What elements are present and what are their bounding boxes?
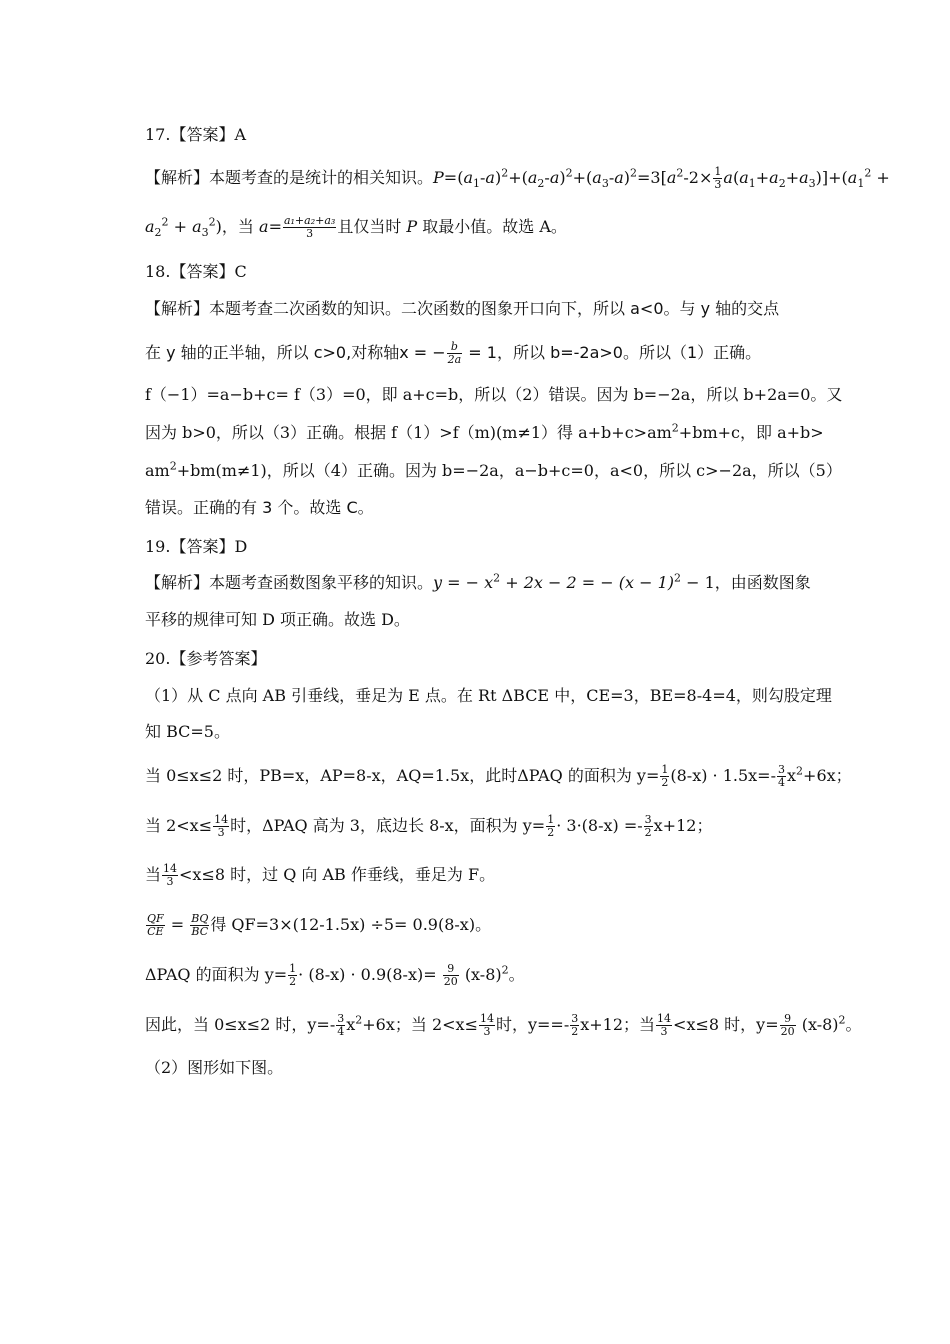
fraction: $\frac{b}{2a}$ [447, 340, 462, 366]
q19-analysis-line1: 【解析】本题考查函数图象平移的知识。y = − $x^2 + 2x - 2$ = − $(x - 1)^2 - 1$，由函数图象 [145, 571, 811, 592]
q18-heading: 18.【答案】C [145, 262, 247, 281]
q19-heading: 19.【答案】D [145, 537, 248, 556]
analysis-tag: 【解析】 [145, 168, 210, 187]
q18-analysis-line3: f（−1）=a−b+c= f（3）=0，即 a+c=b，所以（2）错误。因为 b=−2a，所以 b+2a=0。又 [145, 385, 843, 404]
fraction: $\frac{QF}{CE}$ [147, 912, 164, 938]
q18-analysis-line4: 因为 b>0，所以（3）正确。根据 f（1）>f（m)(m≠1）得 $a+b+c>am^2+bm+c$，即 a+b> [145, 421, 824, 442]
q20-part1-line2: 知 BC=5。 [145, 722, 230, 741]
q18-analysis-line6: 错误。正确的有 3 个。故选 C。 [145, 498, 374, 517]
fraction: $\frac{BQ}{BC}$ [191, 912, 209, 938]
fraction: $\frac{14}{3}$ [214, 813, 229, 839]
q20-area: ΔPAQ 的面积为 y= $\frac{1}{2}$ · (8-x) · 0.9(8-x)= $\frac{9}{20}$ $(x-8)^2$。 [145, 962, 525, 988]
fraction: $\frac{1}{2}$ [289, 962, 297, 988]
q20-heading: 20.【参考答案】 [145, 649, 267, 668]
q17-analysis-line1: 【解析】本题考查的是统计的相关知识。$P=(a_1-a)^2+(a_2-a)^2+(a_3-a)^2=3[a^2-2\times$ $\frac{1}{3}$ $a(a_1+a_2+a_3)]+(a_1^2$ + [145, 165, 890, 191]
q17-heading: 17.【答案】A [145, 125, 247, 144]
fraction: $\frac{\text{a₁+a₂+a₃}}{3}$ [283, 214, 336, 240]
fraction: $\frac{3}{4}$ [337, 1012, 345, 1038]
fraction: $\frac{14}{3}$ [657, 1012, 672, 1038]
fraction: $\frac{14}{3}$ [479, 1012, 494, 1038]
fraction: $\frac{9}{20}$ [443, 962, 458, 988]
fraction: $\frac{1}{2}$ [547, 813, 555, 839]
q20-case1: 当 0≤x≤2 时，PB=x，AP=8-x，AQ=1.5x，此时ΔPAQ 的面积为 y= $\frac{1}{2}$ (8-x) · 1.5x=- $\frac{3}{4}$ $x^2+6x$； [145, 763, 852, 789]
fraction: $\frac{1}{3}$ [714, 165, 722, 191]
fraction: $\frac{1}{2}$ [661, 763, 669, 789]
q18-analysis-line1: 【解析】本题考查二次函数的知识。二次函数的图象开口向下，所以 a<0。与 y 轴的交点 [145, 299, 780, 318]
q20-part2: （2）图形如下图。 [145, 1058, 284, 1077]
q20-summary: 因此，当 0≤x≤2 时，y=- $\frac{3}{4}$ $x^2+6x$；当 2<x≤ $\frac{14}{3}$ 时，y==- $\frac{3}{2}$ x+12；当 $\frac{14}{3}$ <x≤8 时，y= $\frac{9}{20}$ $(x-8)^2$。 [145, 1012, 862, 1038]
q17-analysis-line2: $a_2^2 + a_3^2$)，当 a= $\frac{\text{a₁+a₂+a₃}}{3}$ 且仅当时 P 取最小值。故选 A。 [145, 214, 567, 240]
q19-analysis-line2: 平移的规律可知 D 项正确。故选 D。 [145, 610, 410, 629]
fraction: $\frac{9}{20}$ [780, 1012, 795, 1038]
q18-analysis-line5: $am^2+bm(m\ne 1)$，所以（4）正确。因为 b=−2a，a−b+c=0，a<0，所以 c>−2a，所以（5） [145, 459, 842, 480]
q20-case3: 当 $\frac{14}{3}$ <x≤8 时，过 Q 向 AB 作垂线，垂足为 F。 [145, 862, 496, 888]
analysis-text: 本题考查的是统计的相关知识。 [209, 168, 434, 187]
fraction: $\frac{14}{3}$ [163, 862, 178, 888]
q20-case2: 当 2<x≤ $\frac{14}{3}$ 时，ΔPAQ 高为 3，底边长 8-x，面积为 y= $\frac{1}{2}$ · 3·(8-x) =- $\frac{3}{2}$ x+12； [145, 813, 713, 839]
q20-part1-line1: （1）从 C 点向 AB 引垂线，垂足为 E 点。在 Rt ΔBCE 中，CE=3，BE=8-4=4，则勾股定理 [145, 686, 832, 705]
fraction: $\frac{3}{4}$ [778, 763, 785, 789]
q20-ratio: $\frac{QF}{CE}$ = $\frac{BQ}{BC}$ 得 QF=3×(12-1.5x) ÷5= 0.9(8-x)。 [147, 912, 492, 938]
fraction: $\frac{3}{2}$ [644, 813, 652, 839]
fraction: $\frac{3}{2}$ [571, 1012, 579, 1038]
q18-analysis-line2: 在 y 轴的正半轴，所以 c>0,对称轴x = − $\frac{b}{2a}$ = 1，所以 b=-2a>0。所以（1）正确。 [145, 340, 762, 366]
